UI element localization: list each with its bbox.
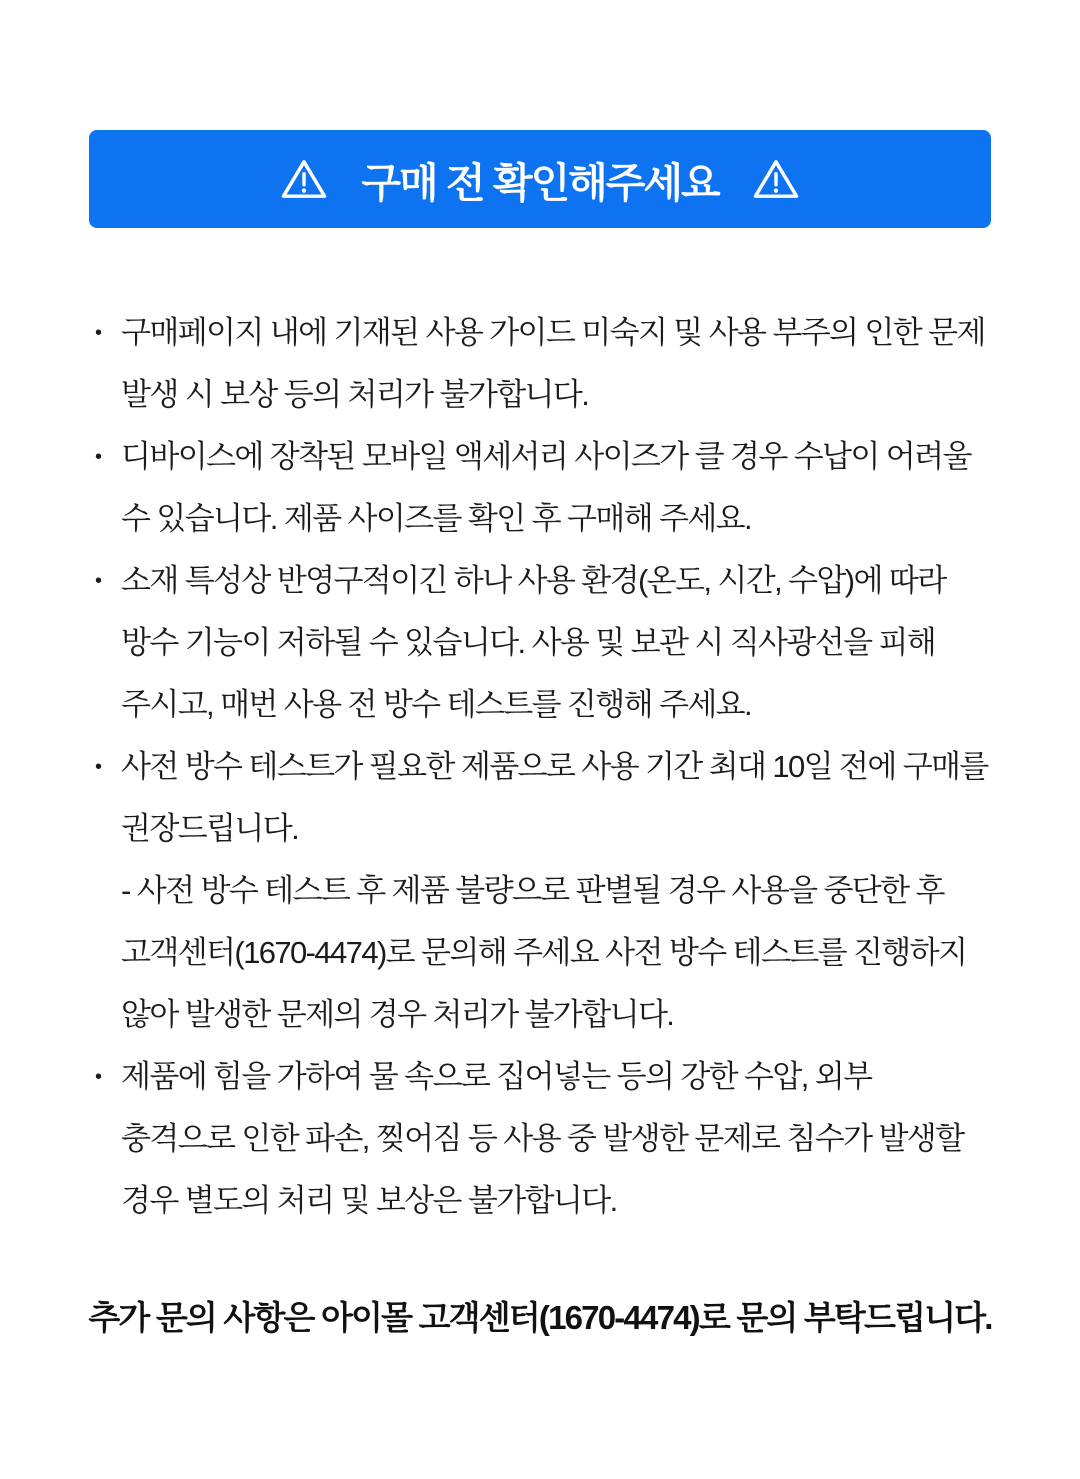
notice-text: 소재 특성상 반영구적이긴 하나 사용 환경(온도, 시간, 수압)에 따라 방수 기능이 저하될 수 있습니다. 사용 및 보관 시 직사광선을 피해 주시고, 매번 사용 전 방수 테스트를 진행해 주세요. xyxy=(121,563,946,722)
notice-sub-item xyxy=(90,860,990,1046)
purchase-notice-banner xyxy=(89,130,991,228)
warning-triangle-icon xyxy=(753,158,799,200)
contact-footer: 추가 문의 사항은 아이몰 고객센터(1670-4474)로 문의 부탁드립니다. xyxy=(88,1299,992,1336)
notice-text: 사전 방수 테스트가 필요한 제품으로 사용 기간 최대 10일 전에 구매를 권장드립니다. xyxy=(121,749,988,846)
notice-text: 제품에 힘을 가하여 물 속으로 집어넣는 등의 강한 수압, 외부 충격으로 인한 파손, 찢어짐 등 사용 중 발생한 문제로 침수가 발생할 경우 별도의 처리 및 보상은 불가합니다. xyxy=(121,1059,964,1218)
notice-item xyxy=(90,1046,990,1232)
notice-text: 디바이스에 장착된 모바일 액세서리 사이즈가 클 경우 수납이 어려울 수 있습니다. 제품 사이즈를 확인 후 구매해 주세요. xyxy=(121,439,971,536)
notice-item xyxy=(90,550,990,736)
banner-title: 구매 전 확인해주세요 xyxy=(361,159,719,206)
notice-item xyxy=(90,302,990,426)
bullet-dot: • xyxy=(95,756,101,778)
notice-item xyxy=(90,426,990,550)
bullet-dot: • xyxy=(95,446,101,468)
bullet-dot: • xyxy=(95,1066,101,1088)
bullet-dot: • xyxy=(95,570,101,592)
notice-list xyxy=(90,302,990,1232)
bullet-dot: • xyxy=(95,322,101,344)
warning-triangle-icon xyxy=(281,158,327,200)
notice-text: 구매페이지 내에 기재된 사용 가이드 미숙지 및 사용 부주의 인한 문제 발생 시 보상 등의 처리가 불가합니다. xyxy=(121,315,985,412)
notice-item xyxy=(90,736,990,860)
notice-text: - 사전 방수 테스트 후 제품 불량으로 판별될 경우 사용을 중단한 후 고객센터(1670-4474)로 문의해 주세요 사전 방수 테스트를 진행하지 않아 발생한 문제의 경우 처리가 불가합니다. xyxy=(121,873,967,1032)
